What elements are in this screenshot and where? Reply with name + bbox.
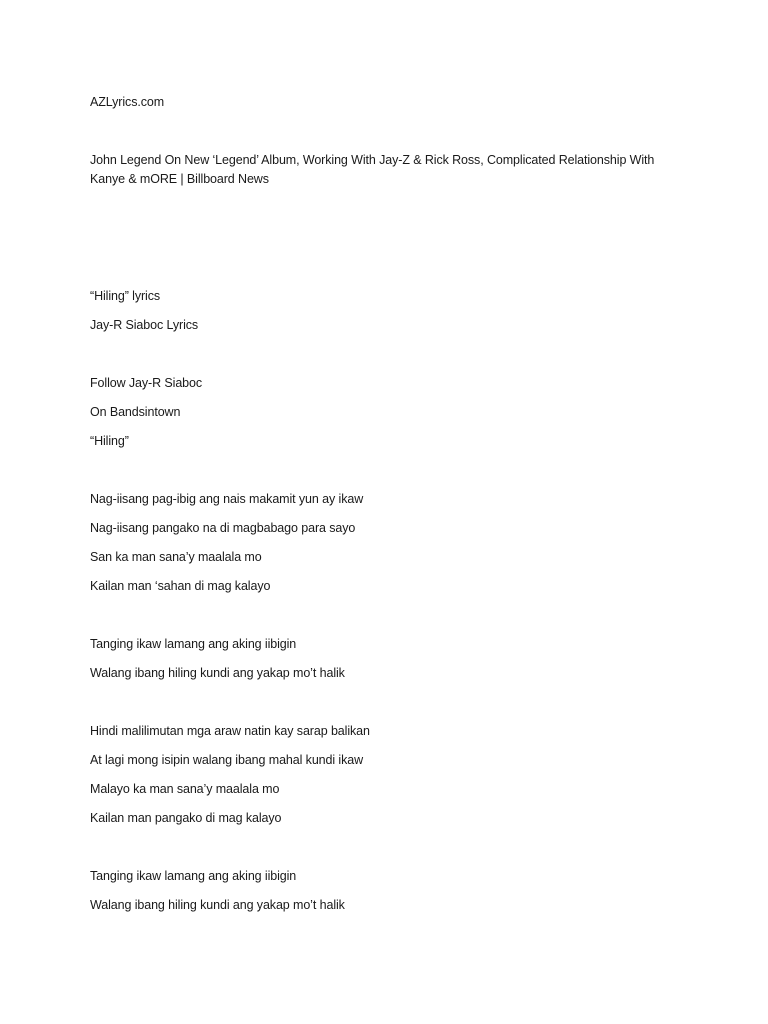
artist-lyrics-label: Jay-R Siaboc Lyrics <box>90 318 199 332</box>
lyric-line: At lagi mong isipin walang ibang mahal kundi ikaw <box>90 753 364 767</box>
lyric-line: Walang ibang hiling kundi ang yakap mo’t halik <box>90 666 345 680</box>
lyric-line: Nag-iisang pangako na di magbabago para sayo <box>90 521 356 535</box>
lyric-line: Walang ibang hiling kundi ang yakap mo’t halik <box>90 898 345 912</box>
news-headline: John Legend On New ‘Legend’ Album, Working With Jay-Z & Rick Ross, Complicated Relationship With Kanye & mORE | Billboard News <box>90 153 655 186</box>
site-name: AZLyrics.com <box>90 95 165 109</box>
lyric-line: Tanging ikaw lamang ang aking iibigin <box>90 637 297 651</box>
document-page <box>90 0 690 1024</box>
follow-artist-text: Follow Jay-R Siaboc <box>90 376 203 390</box>
platform-text: On Bandsintown <box>90 405 181 419</box>
song-lyrics-title: “Hiling” lyrics <box>90 289 161 303</box>
lyric-line: Kailan man ‘sahan di mag kalayo <box>90 579 271 593</box>
lyric-line: Hindi malilimutan mga araw natin kay sarap balikan <box>90 724 370 738</box>
lyric-line: Malayo ka man sana’y maalala mo <box>90 782 280 796</box>
lyric-line: San ka man sana’y maalala mo <box>90 550 262 564</box>
song-title: “Hiling” <box>90 434 129 448</box>
lyric-line: Tanging ikaw lamang ang aking iibigin <box>90 869 297 883</box>
lyric-line: Kailan man pangako di mag kalayo <box>90 811 282 825</box>
lyric-line: Nag-iisang pag-ibig ang nais makamit yun ay ikaw <box>90 492 364 506</box>
